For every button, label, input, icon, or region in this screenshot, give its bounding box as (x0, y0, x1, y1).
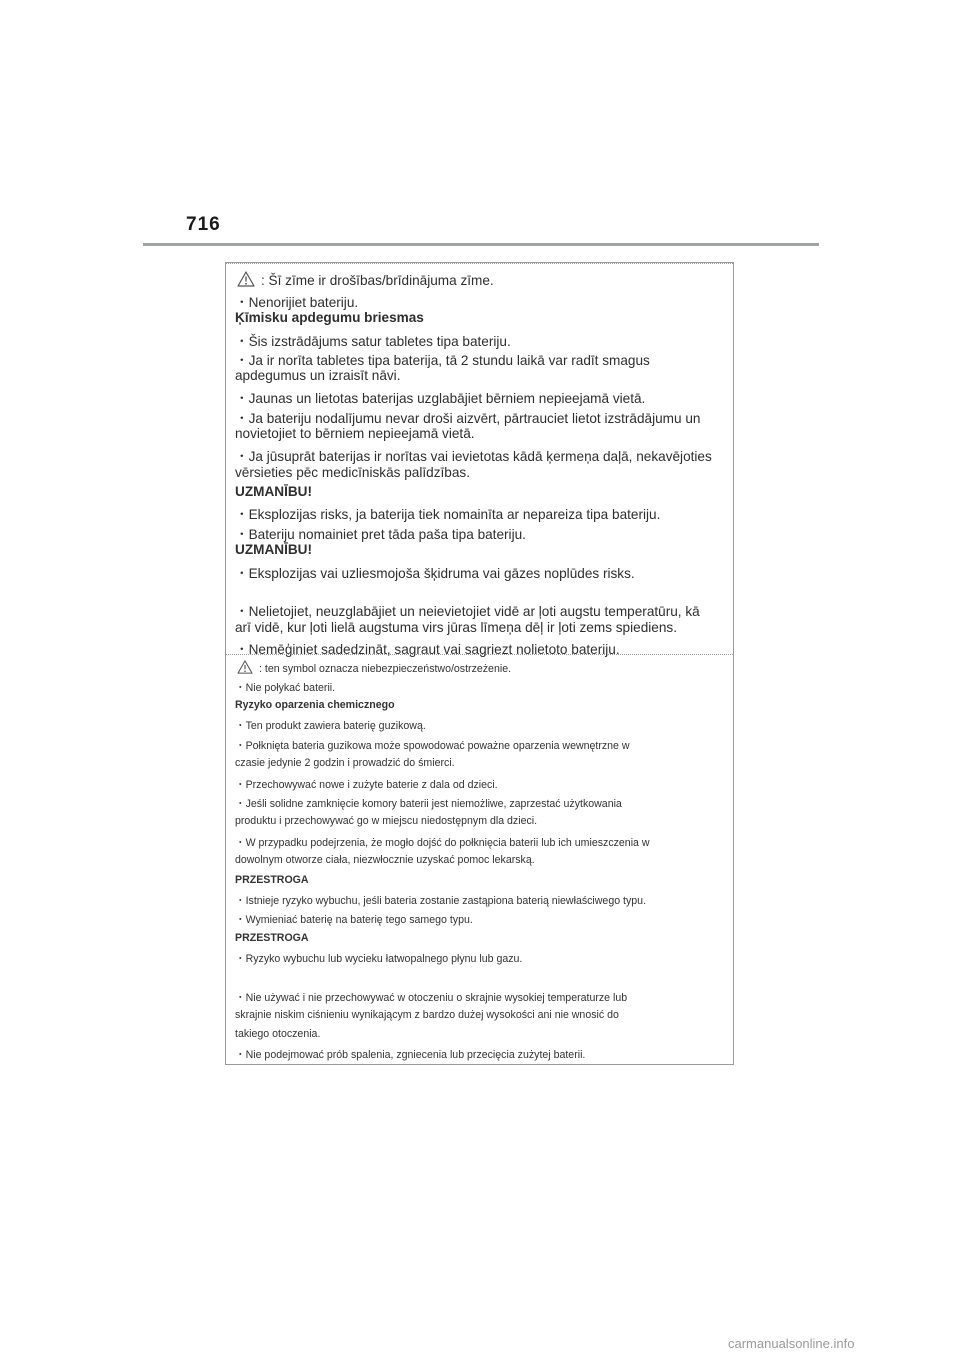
polish-line: ・Wymieniać baterię na baterię tego samego typu. (235, 914, 473, 926)
polish-line: ・Połknięta bateria guzikowa może spowodować poważne oparzenia wewnętrzne w (235, 740, 630, 752)
latvian-line: ・Nelietojiet, neuzglabājiet un neievietojiet vidē ar ļoti augstu temperatūru, kā (235, 604, 700, 619)
latvian-line: vērsieties pēc medicīniskās palīdzības. (235, 465, 470, 480)
polish-line: ・W przypadku podejrzenia, że mogło dojść do połknięcia baterii lub ich umieszczenia w (235, 837, 650, 849)
polish-line: ・Przechowywać nowe i zużyte baterie z dala od dzieci. (235, 779, 498, 791)
latvian-line: ・Eksplozijas risks, ja baterija tiek nomainīta ar nepareiza tipa bateriju. (235, 507, 661, 522)
latvian-caution-heading: UZMANĪBU! (235, 542, 313, 557)
latvian-line: novietojiet to bērniem nepieejamā vietā. (235, 426, 475, 441)
polish-line: produktu i przechowywać go w miejscu niedostępnym dla dzieci. (235, 815, 538, 827)
polish-caution-heading: PRZESTROGA (235, 874, 309, 886)
polish-symbol-note (235, 660, 511, 675)
polish-line: ・Istnieje ryzyko wybuchu, jeśli bateria zostanie zastąpiona baterią niewłaściwego typu. (235, 895, 647, 907)
latvian-line: ・Ja bateriju nodalījumu nevar droši aizvērt, pārtrauciet lietot izstrādājumu un (235, 411, 701, 426)
warning-triangle-icon (237, 660, 253, 674)
polish-caution-heading: PRZESTROGA (235, 932, 309, 944)
latvian-warning-section (226, 263, 733, 655)
latvian-symbol-note (235, 271, 494, 288)
polish-line: ・Ryzyko wybuchu lub wycieku łatwopalnego płynu lub gazu. (235, 953, 523, 965)
polish-line: takiego otoczenia. (235, 1028, 321, 1040)
polish-line: ・Nie połykać baterii. (235, 682, 336, 694)
battery-warning-panel (225, 262, 734, 1065)
polish-heading: Ryzyko oparzenia chemicznego (235, 699, 395, 711)
latvian-line: ・Nemēģiniet sadedzināt, sagraut vai sagriezt nolietoto bateriju. (235, 642, 620, 657)
page-number: 716 (186, 214, 221, 235)
latvian-line: ・Jaunas un lietotas baterijas uzglabājiet bērniem nepieejamā vietā. (235, 391, 646, 406)
latvian-line: apdegumus un izraisīt nāvi. (235, 368, 401, 383)
latvian-line: ・Ja ir norīta tabletes tipa baterija, tā 2 stundu laikā var radīt smagus (235, 353, 650, 368)
latvian-symbol-note-text: : Šī zīme ir drošības/brīdinājuma zīme. (261, 273, 494, 288)
polish-symbol-note-text: : ten symbol oznacza niebezpieczeństwo/ostrzeżenie. (259, 663, 512, 675)
latvian-caution-heading: UZMANĪBU! (235, 484, 313, 499)
polish-line: ・Ten produkt zawiera baterię guzikową. (235, 720, 426, 732)
polish-line: skrajnie niskim ciśnieniu wynikającym z bardzo dużej wysokości ani nie wnosić do (235, 1009, 619, 1021)
latvian-line: ・Šis izstrādājums satur tabletes tipa bateriju. (235, 334, 511, 349)
polish-line: czasie jedynie 2 godzin i prowadzić do śmierci. (235, 757, 455, 769)
polish-warning-section (226, 654, 733, 1064)
latvian-heading: Ķīmisku apdegumu briesmas (235, 310, 424, 325)
watermark: carmanualsonline.info (728, 1336, 855, 1351)
polish-line: dowolnym otworze ciała, niezwłocznie uzyskać pomoc lekarską. (235, 854, 535, 866)
polish-line: ・Nie podejmować prób spalenia, zgniecenia lub przecięcia zużytej baterii. (235, 1049, 586, 1061)
polish-line: ・Jeśli solidne zamknięcie komory baterii jest niemożliwe, zaprzestać użytkowania (235, 798, 622, 810)
header-rule (143, 243, 819, 246)
latvian-line: ・Ja jūsuprāt baterijas ir norītas vai ievietotas kādā ķermeņa daļā, nekavējoties (235, 449, 712, 464)
latvian-line: ・Bateriju nomainiet pret tāda paša tipa bateriju. (235, 527, 526, 542)
warning-triangle-icon (237, 271, 255, 287)
latvian-line: arī vidē, kur ļoti lielā augstuma virs jūras līmeņa dēļ ir ļoti zems spiediens. (235, 620, 677, 635)
latvian-line: ・Nenorijiet bateriju. (235, 295, 359, 310)
polish-line: ・Nie używać i nie przechowywać w otoczeniu o skrajnie wysokiej temperaturze lub (235, 992, 628, 1004)
latvian-line: ・Eksplozijas vai uzliesmojoša šķidruma vai gāzes noplūdes risks. (235, 566, 635, 581)
